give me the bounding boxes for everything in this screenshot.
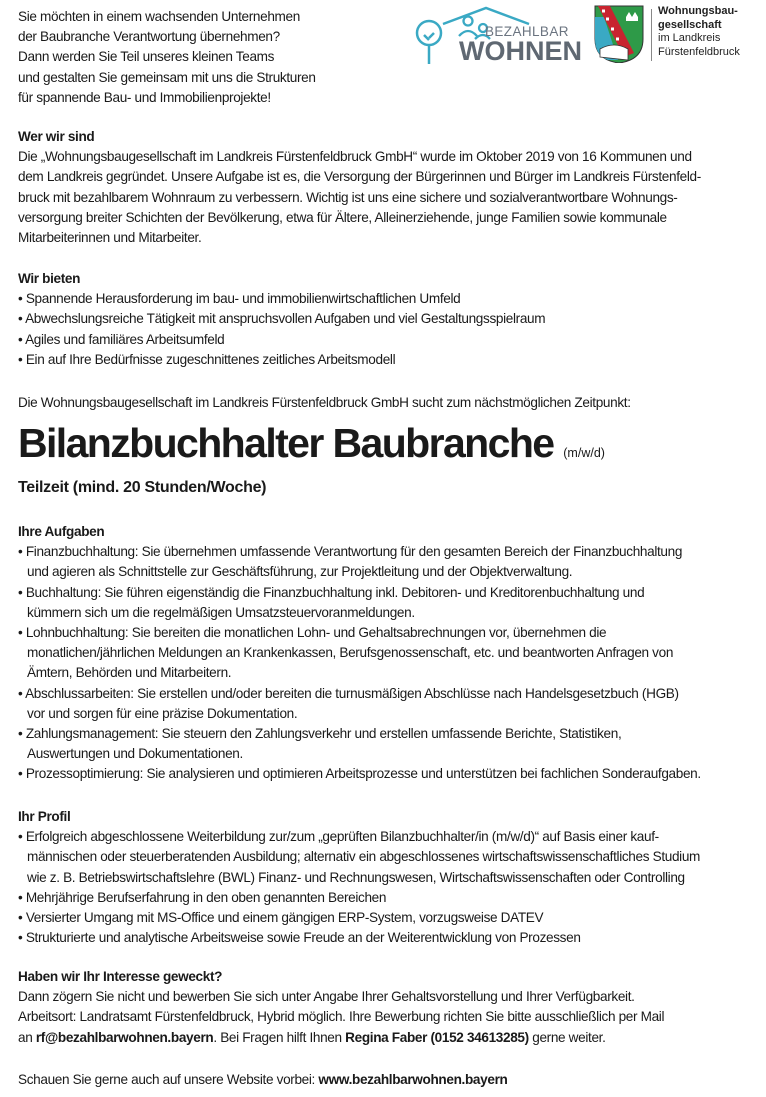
intro-line: für spannende Bau- und Immobilienprojekte! (18, 89, 271, 105)
logo-text: BEZAHLBAR (485, 24, 569, 39)
section-heading: Ihre Aufgaben (18, 524, 105, 539)
list-item-continuation: monatlichen/jährlichen Meldungen an Krankenkassen, Berufsgenossenschaft, etc. und beantworten Anfragen von (27, 645, 674, 661)
paragraph-line: dem Landkreis gegründet. Unsere Aufgabe ist es, die Versorgung der Bürgerinnen und Bürger im Landkreis Fürstenfeld- (18, 169, 701, 185)
paragraph-line: versorgung breiter Schichten der Bevölkerung, etwa für Ältere, Alleinerziehende, junge Familien sowie kommunale (18, 209, 667, 225)
gender-note: (m/w/d) (563, 446, 605, 460)
coat-of-arms-icon (594, 5, 644, 63)
text: gerne weiter. (528, 1029, 606, 1045)
list-item: • Ein auf Ihre Bedürfnisse zugeschnittenes zeitliches Arbeitsmodell (18, 351, 396, 367)
contact-person: Regina Faber (0152 34613285) (345, 1029, 529, 1045)
text: an (18, 1029, 36, 1045)
paragraph-line: bruck mit bezahlbarem Wohnraum zu verbessern. Wichtig ist uns eine sichere und sozialverantwortbare Wohnungs- (18, 189, 678, 205)
list-item: • Zahlungsmanagement: Sie steuern den Zahlungsverkehr und erstellen umfassende Berichte, Statistiken, (18, 725, 622, 741)
list-item-continuation: Auswertungen und Dokumentationen. (27, 746, 243, 762)
list-item: • Prozessoptimierung: Sie analysieren und optimieren Arbeitsprozesse und unterstützen bei fachlichen Sonderaufgaben. (18, 766, 701, 782)
list-item-continuation: kümmern sich um die regelmäßigen Umsatzsteuervoranmeldungen. (27, 604, 415, 620)
intro-line: und gestalten Sie gemeinsam mit uns die Strukturen (18, 69, 316, 85)
job-subtitle: Teilzeit (mind. 20 Stunden/Woche) (18, 479, 267, 496)
intro-line: der Baubranche Verantwortung übernehmen? (18, 29, 280, 45)
interest-section (18, 967, 664, 1048)
intro-line: Sie möchten in einem wachsenden Unternehmen (18, 9, 300, 24)
intro-line: Dann werden Sie Teil unseres kleinen Teams (18, 49, 275, 65)
list-item: • Spannende Herausforderung im bau- und immobilienwirtschaftlichen Umfeld (18, 291, 461, 307)
logo-text: gesellschaft (658, 18, 722, 31)
divider (651, 9, 652, 61)
profile-section (18, 807, 700, 948)
list-item-continuation: Ämtern, Behörden und Mitarbeitern. (27, 665, 232, 681)
bezahlbar-wohnen-logo (413, 6, 582, 66)
list-item-continuation: wie z. B. Betriebswirtschaftslehre (BWL) Finanz- und Rechnungswesen, Wirtschaftswissenschaften oder Controlling (27, 869, 685, 885)
section-heading: Wir bieten (18, 271, 81, 286)
logo-text: Wohnungsbau- (658, 5, 738, 17)
offer-section (18, 269, 545, 370)
logo-text: WOHNEN (459, 36, 582, 66)
list-item: • Agiles und familiäres Arbeitsumfeld (18, 331, 225, 347)
contact-line (18, 1028, 664, 1048)
list-item: • Strukturierte und analytische Arbeitsweise sowie Freude an der Weiterentwicklung von Prozessen (18, 930, 581, 946)
search-line: Die Wohnungsbaugesellschaft im Landkreis Fürstenfeldbruck GmbH sucht zum nächstmöglichen Zeitpunkt: (18, 395, 631, 410)
list-item: • Abschlussarbeiten: Sie erstellen und/oder bereiten die turnusmäßigen Abschlüsse nach Handelsgesetzbuch (HGB) (18, 685, 679, 701)
text: . Bei Fragen hilft Ihnen (213, 1029, 346, 1045)
list-item-continuation: und agieren als Schnittstelle zur Geschäftsführung, zur Projektleitung und der Objektverwaltung. (27, 564, 573, 580)
list-item: • Versierter Umgang mit MS-Office und einem gängigen ERP-System, vorzugsweise DATEV (18, 909, 544, 925)
paragraph-line: Mitarbeiterinnen und Mitarbeiter. (18, 229, 202, 245)
paragraph-line: Dann zögern Sie nicht und bewerben Sie sich unter Angabe Ihrer Gehaltsvorstellung und Ihrer Verfügbarkeit. (18, 989, 635, 1005)
section-heading: Haben wir Ihr Interesse geweckt? (18, 969, 223, 984)
text: Schauen Sie gerne auch auf unsere Website vorbei: (18, 1072, 319, 1087)
paragraph-line: Arbeitsort: Landratsamt Fürstenfeldbruck, Hybrid möglich. Ihre Bewerbung richten Sie bitte ausschließlich per Mail (18, 1009, 665, 1025)
paragraph-line: Die „Wohnungsbaugesellschaft im Landkreis Fürstenfeldbruck GmbH“ wurde im Oktober 2019 von 16 Kommunen und (18, 149, 692, 165)
who-section (18, 127, 701, 248)
wbg-logo (594, 5, 759, 63)
list-item-continuation: vor und sorgen für eine präzise Dokumentation. (27, 705, 298, 721)
list-item: • Mehrjährige Berufserfahrung in den oben genannten Bereichen (18, 889, 387, 905)
list-item: • Erfolgreich abgeschlossene Weiterbildung zur/zum „geprüften Bilanzbuchhalter/in (m/w/d)“ auf Basis einer kauf- (18, 829, 659, 845)
tasks-section (18, 522, 701, 784)
list-item: • Finanzbuchhaltung: Sie übernehmen umfassende Verantwortung für den gesamten Bereich der Finanzbuchhaltung (18, 544, 683, 560)
list-item: • Abwechslungsreiche Tätigkeit mit anspruchsvollen Aufgaben und viel Gestaltungsspielraum (18, 311, 546, 327)
list-item: • Lohnbuchhaltung: Sie bereiten die monatlichen Lohn- und Gehaltsabrechnungen vor, übernehmen die (18, 624, 607, 640)
logo-text: im Landkreis (658, 32, 721, 44)
website-link[interactable]: www.bezahlbarwohnen.bayern (318, 1072, 508, 1087)
list-item-continuation: männischen oder steuerberatenden Ausbildung; alternativ ein abgeschlossenes wirtschaftswissenschaftliches Studium (27, 849, 701, 865)
job-title (18, 420, 605, 476)
job-title-text: Bilanzbuchhalter Baubranche (18, 420, 554, 466)
wbg-logo-text (658, 5, 740, 59)
logo-text: Fürstenfeldbruck (658, 45, 740, 58)
section-heading: Wer wir sind (18, 129, 95, 144)
website-line (18, 1070, 507, 1090)
list-item: • Buchhaltung: Sie führen eigenständig die Finanzbuchhaltung inkl. Debitoren- und Kreditorenbuchhaltung und (18, 584, 645, 600)
email-link[interactable]: rf@bezahlbarwohnen.bayern (35, 1029, 214, 1045)
intro-text (18, 7, 316, 108)
section-heading: Ihr Profil (18, 809, 71, 824)
